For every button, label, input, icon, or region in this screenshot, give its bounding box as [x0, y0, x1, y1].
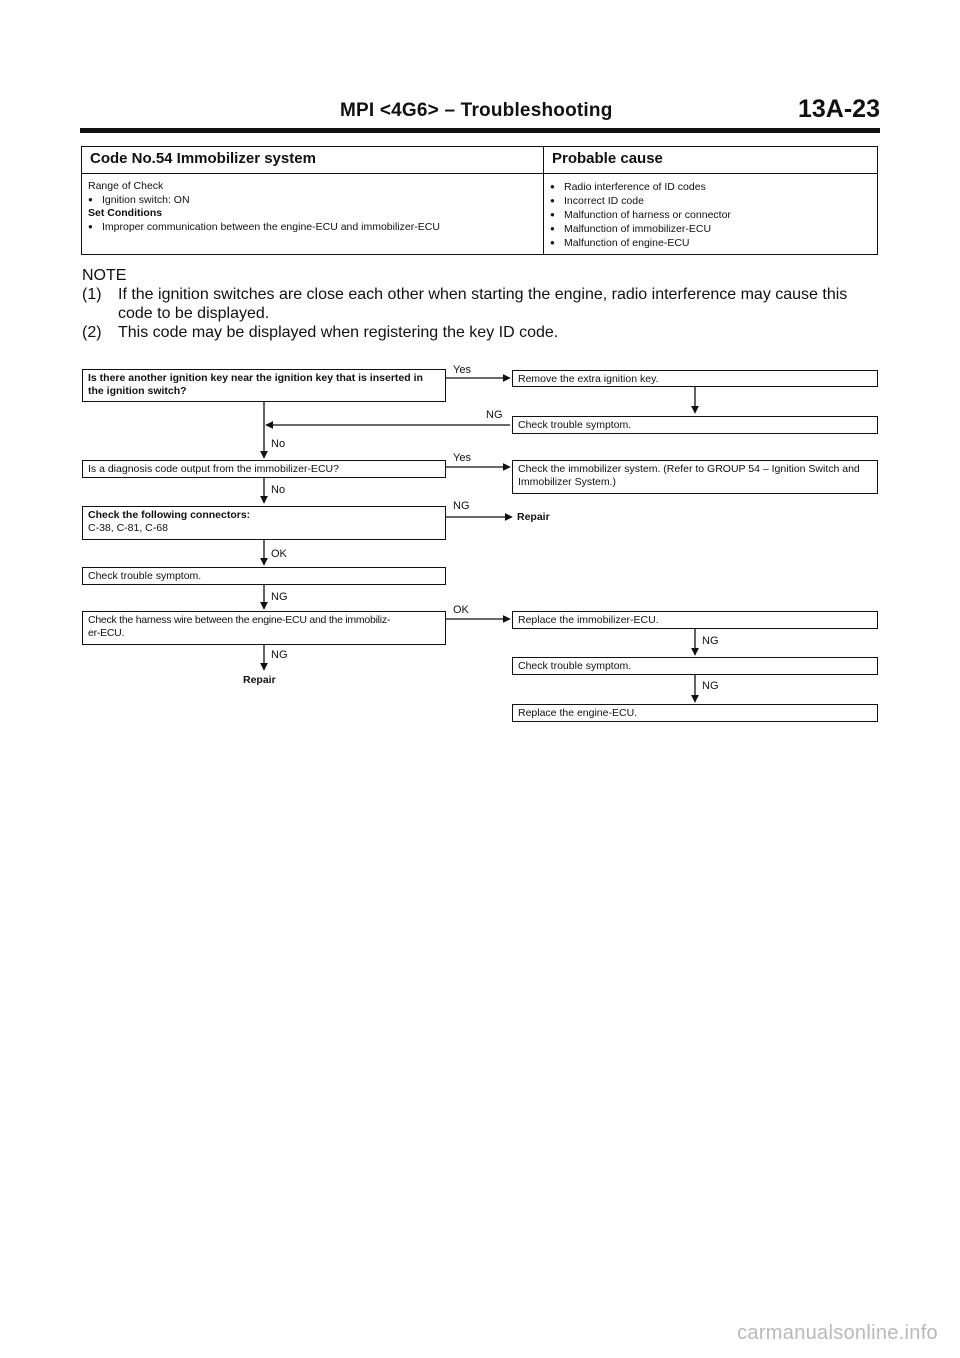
- branch-label-harness-ng: NG: [271, 649, 288, 661]
- box-check-harness-wire: [82, 611, 446, 645]
- branch-label-check3-ng: NG: [702, 680, 719, 692]
- box-remove-extra-key: [512, 370, 878, 387]
- question-diagnosis-code: [82, 460, 446, 478]
- branch-label-q1-yes: Yes: [453, 364, 471, 376]
- question-diagnosis-code-text: Is a diagnosis code output from the immobilizer-ECU?: [88, 463, 339, 475]
- box-replace-engine-ecu: [512, 704, 878, 722]
- cause-item: ● Malfunction of immobilizer-ECU: [550, 222, 871, 236]
- connectors-title: Check the following connectors:: [88, 509, 251, 521]
- cause-item: ● Radio interference of ID codes: [550, 180, 871, 194]
- remove-extra-key-text: Remove the extra ignition key.: [518, 373, 659, 385]
- check-immobilizer-system-text: Check the immobilizer system. (Refer to GROUP 54 – Ignition Switch and Immobilizer System.): [518, 463, 860, 488]
- note-number: (1): [82, 286, 102, 303]
- note-text: This code may be displayed when registering the key ID code.: [118, 324, 559, 341]
- question-extra-key: [82, 369, 446, 402]
- box-check-trouble-symptom-3: [512, 657, 878, 675]
- harness-line-2: er-ECU.: [88, 627, 125, 639]
- probable-cause-header: Probable cause: [544, 147, 878, 174]
- branch-label-q2-no: No: [271, 484, 286, 496]
- check-trouble-symptom-3-text: Check trouble symptom.: [518, 660, 632, 672]
- set-conditions-label: Set Conditions: [88, 207, 163, 219]
- condition-ignition-switch: ● Ignition switch: ON: [88, 193, 537, 207]
- page-number: 13A-23: [798, 95, 880, 123]
- cause-item: ● Malfunction of harness or connector: [550, 208, 871, 222]
- branch-label-replace-immob-ng: NG: [702, 635, 719, 647]
- branch-label-connectors-ng: NG: [453, 500, 470, 512]
- cause-item: ● Incorrect ID code: [550, 194, 871, 208]
- note-text: If the ignition switches are close each other when starting the engine, radio interference may cause this code to be displayed.: [118, 286, 848, 322]
- repair-label-harness: Repair: [243, 674, 276, 686]
- box-check-trouble-symptom-2: [82, 567, 446, 585]
- cause-item: ● Malfunction of engine-ECU: [550, 236, 871, 250]
- branch-label-q1-no: No: [271, 438, 286, 450]
- note-number: (2): [82, 324, 102, 341]
- harness-line-1: Check the harness wire between the engine-ECU and the immobiliz-: [88, 614, 391, 626]
- box-check-trouble-symptom-1: [512, 416, 878, 434]
- replace-immobilizer-ecu-text: Replace the immobilizer-ECU.: [518, 614, 659, 626]
- box-check-connectors: [82, 506, 446, 540]
- page-title: MPI <4G6> – Troubleshooting: [340, 100, 613, 121]
- box-check-immobilizer-system: [512, 460, 878, 494]
- branch-label-harness-ok: OK: [453, 604, 469, 616]
- connectors-list: C-38, C-81, C-68: [88, 522, 168, 534]
- box-replace-immobilizer-ecu: [512, 611, 878, 629]
- branch-label-check2-ng: NG: [271, 591, 288, 603]
- branch-label-check1-ng: NG: [486, 409, 503, 421]
- check-trouble-symptom-2-text: Check trouble symptom.: [88, 570, 202, 582]
- watermark: carmanualsonline.info: [737, 1322, 938, 1344]
- check-trouble-symptom-1-text: Check trouble symptom.: [518, 419, 632, 431]
- condition-improper-communication: ● Improper communication between the engine-ECU and immobilizer-ECU: [88, 220, 537, 234]
- note-heading: NOTE: [82, 267, 127, 284]
- repair-label-connectors: Repair: [517, 511, 550, 523]
- code-header: Code No.54 Immobilizer system: [82, 147, 544, 174]
- branch-label-q2-yes: Yes: [453, 452, 471, 464]
- range-of-check-label: Range of Check: [88, 180, 164, 192]
- question-extra-key-text: Is there another ignition key near the ignition key that is inserted in the ignition switch?: [88, 372, 423, 397]
- branch-label-connectors-ok: OK: [271, 548, 287, 560]
- replace-engine-ecu-text: Replace the engine-ECU.: [518, 707, 638, 719]
